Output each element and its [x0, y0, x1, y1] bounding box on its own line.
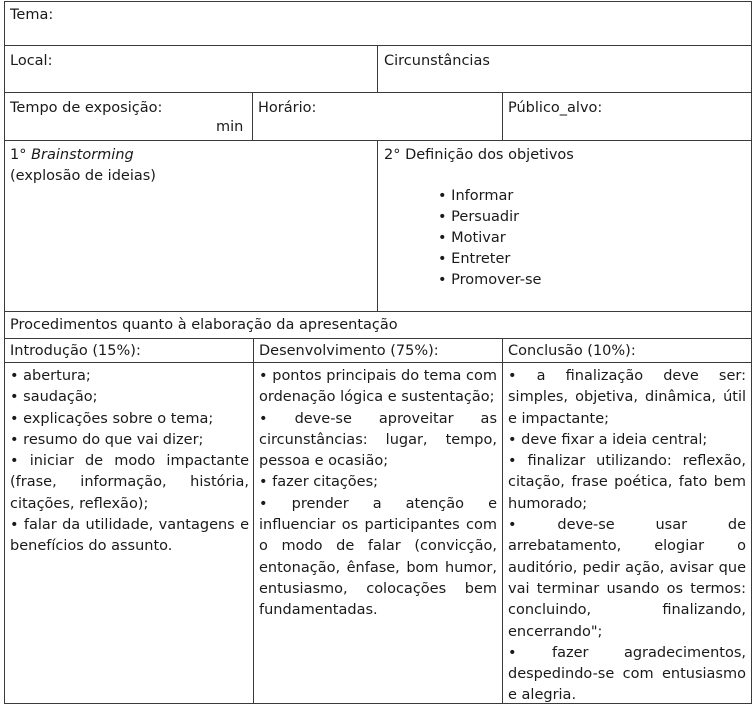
introducao-item: • saudação; [10, 387, 249, 408]
divider [377, 140, 378, 311]
local-label: Local: [10, 53, 53, 69]
desenvolvimento-item: • fazer citações; [259, 472, 497, 493]
introducao-item: • resumo do que vai dizer; [10, 430, 249, 451]
conclusao-item: • finalizar utilizando: reflexão, citação, frase poética, fato bem humorado; [508, 451, 746, 515]
brainstorming-title: Brainstorming [31, 147, 134, 163]
horario-label: Horário: [258, 100, 317, 116]
objetivo-item: • Motivar [438, 228, 541, 249]
procedimentos-title: Procedimentos quanto à elaboração da apresentação [10, 317, 398, 333]
objetivo-item: • Informar [438, 186, 541, 207]
conclusao-item: • fazer agradecimentos, despedindo-se com entusiasmo e alegria. [508, 643, 746, 707]
brainstorming-number: 1° [10, 147, 27, 163]
conclusao-item: • deve fixar a ideia central; [508, 430, 746, 451]
desenvolvimento-item: • pontos principais do tema com ordenação lógica e sustentação; [259, 366, 497, 409]
publico-alvo-label: Público_alvo: [508, 100, 603, 116]
divider [4, 338, 752, 339]
conclusao-header: Conclusão (10%): [508, 343, 636, 359]
divider [252, 92, 253, 140]
brainstorming-subtitle: (explosão de ideias) [10, 168, 156, 184]
objetivo-item: • Persuadir [438, 207, 541, 228]
divider [4, 45, 752, 46]
desenvolvimento-header: Desenvolvimento (75%): [259, 343, 439, 359]
conclusao-item: • a finalização deve ser: simples, objetiva, dinâmica, útil e impactante; [508, 366, 746, 430]
objetivos-title: 2° Definição dos objetivos [384, 147, 574, 163]
conclusao-item: • deve-se usar de arrebatamento, elogiar o auditório, pedir ação, avisar que vai terminar usando os termos: concluindo, finalizando, encerrando"; [508, 515, 746, 643]
tempo-exposicao-label: Tempo de exposição: [10, 100, 163, 116]
introducao-item: • explicações sobre o tema; [10, 409, 249, 430]
desenvolvimento-item: • deve-se aproveitar as circunstâncias: lugar, tempo, pessoa e ocasião; [259, 409, 497, 473]
desenvolvimento-item: • prender a atenção e influenciar os participantes com o modo de falar (convicção, entonação, ênfase, bom humor, entusiasmo, colocações bem fundamentadas. [259, 494, 497, 622]
introducao-list [10, 366, 249, 558]
introducao-item: • iniciar de modo impactante (frase, informação, história, citações, reflexão); [10, 451, 249, 515]
divider [4, 140, 752, 141]
introducao-item: • falar da utilidade, vantagens e benefícios do assunto. [10, 515, 249, 558]
brainstorming-heading [10, 145, 134, 166]
objetivos-list [438, 186, 541, 291]
tema-label: Tema: [10, 7, 54, 23]
divider [4, 362, 752, 363]
tempo-unit: min [216, 119, 244, 135]
introducao-item: • abertura; [10, 366, 249, 387]
divider [253, 338, 254, 704]
introducao-header: Introdução (15%): [10, 343, 141, 359]
divider [4, 311, 752, 312]
desenvolvimento-list [259, 366, 497, 622]
circunstancias-label: Circunstâncias [384, 53, 490, 69]
conclusao-list [508, 366, 746, 707]
divider [502, 338, 503, 704]
divider [377, 45, 378, 92]
objetivo-item: • Entreter [438, 249, 541, 270]
divider [502, 92, 503, 140]
objetivo-item: • Promover-se [438, 270, 541, 291]
divider [4, 92, 752, 93]
